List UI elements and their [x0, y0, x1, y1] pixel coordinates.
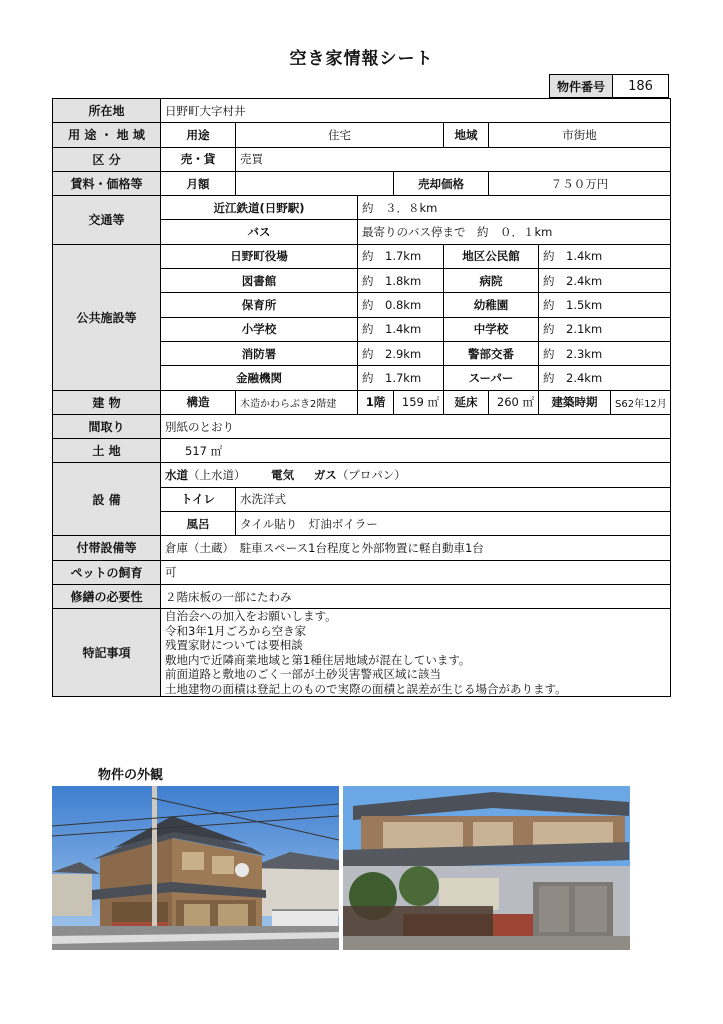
electric-label: 電気 [271, 468, 295, 483]
gas-label: ガス [313, 468, 337, 483]
repair-label: 修繕の必要性 [53, 584, 161, 608]
floor-total-label: 延床 [444, 390, 489, 414]
price-label: 賃料・価格等 [53, 171, 161, 195]
bath-label: 風呂 [161, 512, 236, 536]
category-row [53, 147, 671, 171]
transport-label: 交通等 [53, 196, 161, 245]
transport-name: 近江鉄道(日野駅) [161, 196, 358, 220]
note-line: 自治会への加入をお願いします。 [165, 609, 337, 624]
attached-label: 付帯設備等 [53, 536, 161, 560]
monthly-value [236, 171, 394, 195]
property-number-box [549, 74, 669, 98]
facility-distance: 約 1.7km [358, 366, 444, 390]
facility-distance: 約 1.5km [539, 293, 671, 317]
note-line: 令和3年1月ごろから空き家 [165, 623, 307, 638]
gas-value: （プロパン） [336, 468, 406, 483]
facility-name: 保育所 [161, 293, 358, 317]
structure-label: 構造 [161, 390, 236, 414]
facility-distance: 約 1.7km [358, 244, 444, 268]
facility-name: 地区公民館 [444, 244, 539, 268]
land-value: 517 ㎡ [161, 439, 671, 463]
water-label: 水道 [165, 468, 188, 483]
property-info-table [52, 98, 671, 697]
location-row [53, 99, 671, 123]
location-label: 所在地 [53, 99, 161, 123]
utilities-line [161, 463, 671, 487]
equipment-row-1 [53, 463, 671, 487]
floor1-value: 159 ㎡ [394, 390, 444, 414]
notes-label: 特記事項 [53, 609, 161, 697]
page-title: 空き家情報シート [289, 49, 434, 69]
category-label: 区 分 [53, 147, 161, 171]
facility-distance: 約 1.4km [539, 244, 671, 268]
facility-distance: 約 1.4km [358, 317, 444, 341]
pets-value: 可 [161, 560, 671, 584]
toilet-value: 水洗洋式 [236, 487, 671, 511]
bath-value: タイル貼り 灯油ボイラー [236, 512, 671, 536]
note-line: 前面道路と敷地のごく一部が土砂災害警戒区域に該当 [165, 667, 441, 682]
exterior-photo-2 [343, 786, 630, 950]
monthly-label: 月額 [161, 171, 236, 195]
notes-row [53, 609, 671, 697]
price-row [53, 171, 671, 195]
building-label: 建 物 [53, 390, 161, 414]
note-line: 土地建物の面積は登記上のもので実際の面積と誤差が生じる場合があります。 [165, 681, 567, 696]
facility-distance: 約 2.9km [358, 341, 444, 365]
note-line: 残置家財については要相談 [165, 638, 303, 653]
facility-name: 幼稚園 [444, 293, 539, 317]
location-value: 日野町大字村井 [161, 99, 671, 123]
facility-name: 警部交番 [444, 341, 539, 365]
facility-name: スーパー [444, 366, 539, 390]
facility-name: 金融機関 [161, 366, 358, 390]
toilet-label: トイレ [161, 487, 236, 511]
facilities-label: 公共施設等 [53, 244, 161, 390]
transport-value: 約 ３．８km [358, 196, 671, 220]
sale-price-label: 売却価格 [394, 171, 489, 195]
facility-name: 消防署 [161, 341, 358, 365]
facility-name: 病院 [444, 269, 539, 293]
transport-value: 最寄りのバス停まで 約 ０．１km [358, 220, 671, 244]
attached-row [53, 536, 671, 560]
pets-label: ペットの飼育 [53, 560, 161, 584]
facility-distance: 約 2.4km [539, 269, 671, 293]
structure-value: 木造かわらぶき2階建 [236, 390, 358, 414]
facility-distance: 約 2.1km [539, 317, 671, 341]
equipment-label: 設 備 [53, 463, 161, 536]
property-number-label: 物件番号 [550, 75, 613, 97]
facility-name: 中学校 [444, 317, 539, 341]
facility-name: 小学校 [161, 317, 358, 341]
facility-distance: 約 0.8km [358, 293, 444, 317]
use-label: 用途 [161, 123, 236, 147]
category-value: 売買 [236, 147, 671, 171]
use-area-row [53, 123, 671, 147]
transport-row-1 [53, 196, 671, 220]
layout-value: 別紙のとおり [161, 414, 671, 438]
facility-name: 日野町役場 [161, 244, 358, 268]
land-row [53, 439, 671, 463]
transport-name: バス [161, 220, 358, 244]
use-area-label: 用 途 ・ 地 域 [53, 123, 161, 147]
attached-value: 倉庫（土蔵） 駐車スペース1台程度と外部物置に軽自動車1台 [161, 536, 671, 560]
built-value: S62年12月 [611, 390, 671, 414]
facility-distance: 約 2.4km [539, 366, 671, 390]
pets-row [53, 560, 671, 584]
building-row [53, 390, 671, 414]
built-label: 建築時期 [539, 390, 611, 414]
sale-price-value: ７５０万円 [489, 171, 671, 195]
use-value: 住宅 [236, 123, 444, 147]
note-line: 敷地内で近隣商業地域と第1種住居地域が混在しています。 [165, 652, 471, 667]
land-label: 土 地 [53, 439, 161, 463]
notes-value [161, 609, 671, 697]
facility-name: 図書館 [161, 269, 358, 293]
layout-label: 間取り [53, 414, 161, 438]
facility-distance: 約 1.8km [358, 269, 444, 293]
facility-distance: 約 2.3km [539, 341, 671, 365]
category-sub-label: 売・貸 [161, 147, 236, 171]
area-label: 地域 [444, 123, 489, 147]
facility-row [53, 244, 671, 268]
repair-row [53, 584, 671, 608]
area-value: 市街地 [489, 123, 671, 147]
property-number-value: 186 [628, 78, 653, 94]
photos-title: 物件の外観 [98, 768, 164, 783]
water-value: （上水道） [188, 468, 246, 483]
repair-value: ２階床板の一部にたわみ [161, 584, 671, 608]
floor-total-value: 260 ㎡ [489, 390, 539, 414]
layout-row [53, 414, 671, 438]
exterior-photo-1 [52, 786, 339, 950]
floor1-label: 1階 [358, 390, 394, 414]
